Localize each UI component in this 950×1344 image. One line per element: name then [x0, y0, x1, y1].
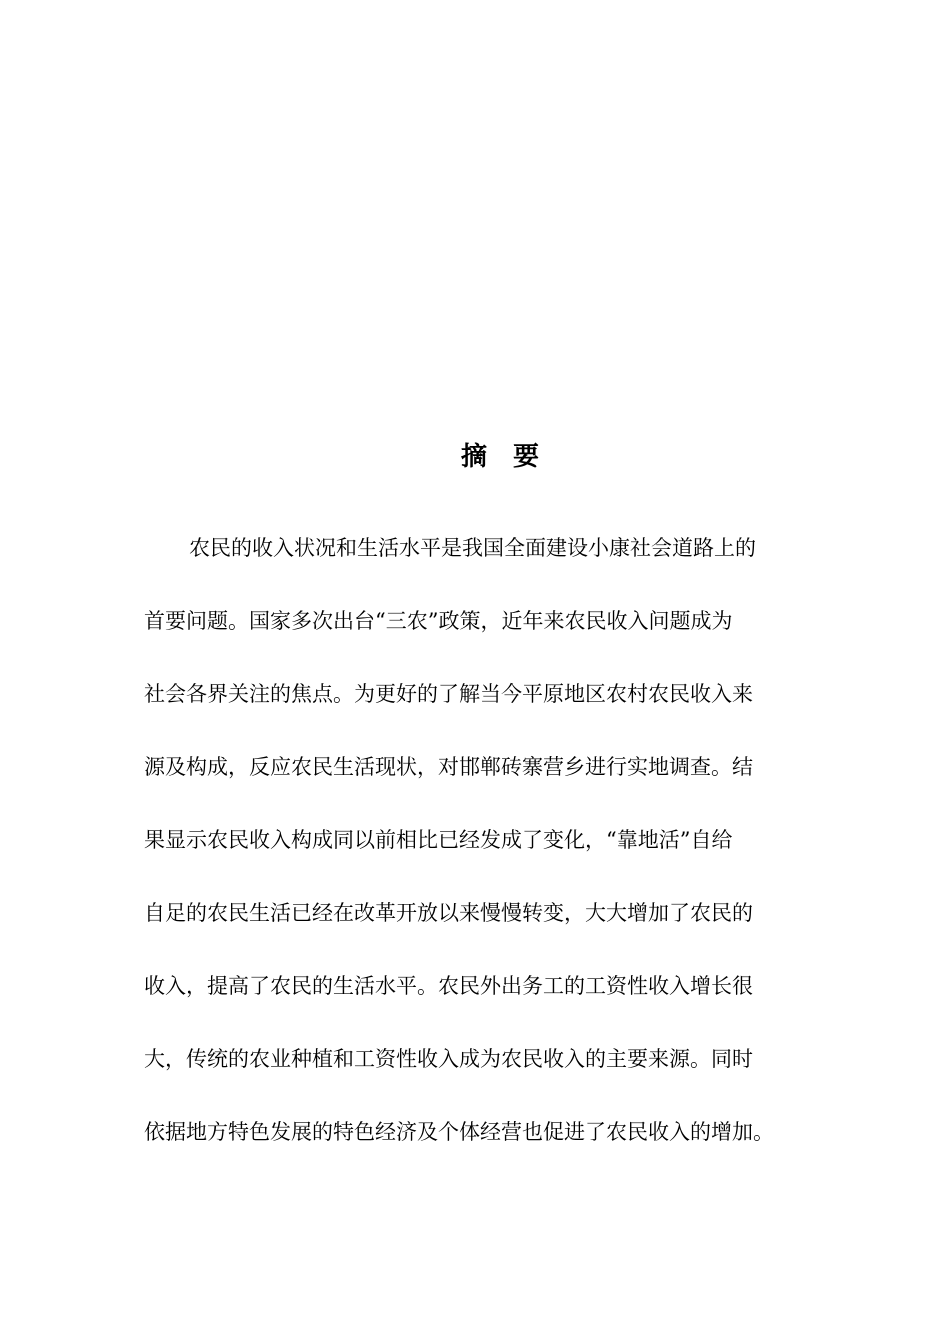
abstract-body: [144, 512, 826, 1169]
abstract-line: 果显示农民收入构成同以前相比已经发成了变化，“靠地活”自给: [144, 828, 733, 852]
abstract-line: 农民的收入状况和生活水平是我国全面建设小康社会道路上的: [189, 536, 756, 560]
heading-char-1: 摘: [460, 442, 487, 472]
abstract-line: 社会各界关注的焦点。为更好的了解当今平原地区农村农民收入来: [144, 682, 753, 706]
abstract-heading: [0, 436, 950, 473]
abstract-line: 源及构成，反应农民生活现状，对邯郸砖寨营乡进行实地调查。结: [144, 755, 753, 779]
abstract-line: 首要问题。国家多次出台“三农”政策，近年来农民收入问题成为: [144, 609, 733, 633]
abstract-line: 大，传统的农业种植和工资性收入成为农民收入的主要来源。同时: [144, 1047, 753, 1071]
abstract-line: 收入，提高了农民的生活水平。农民外出务工的工资性收入增长很: [144, 974, 753, 998]
abstract-line: 自足的农民生活已经在改革开放以来慢慢转变，大大增加了农民的: [144, 901, 753, 925]
abstract-line: 依据地方特色发展的特色经济及个体经营也促进了农民收入的增加。: [144, 1120, 774, 1144]
heading-char-2: 要: [513, 442, 540, 472]
